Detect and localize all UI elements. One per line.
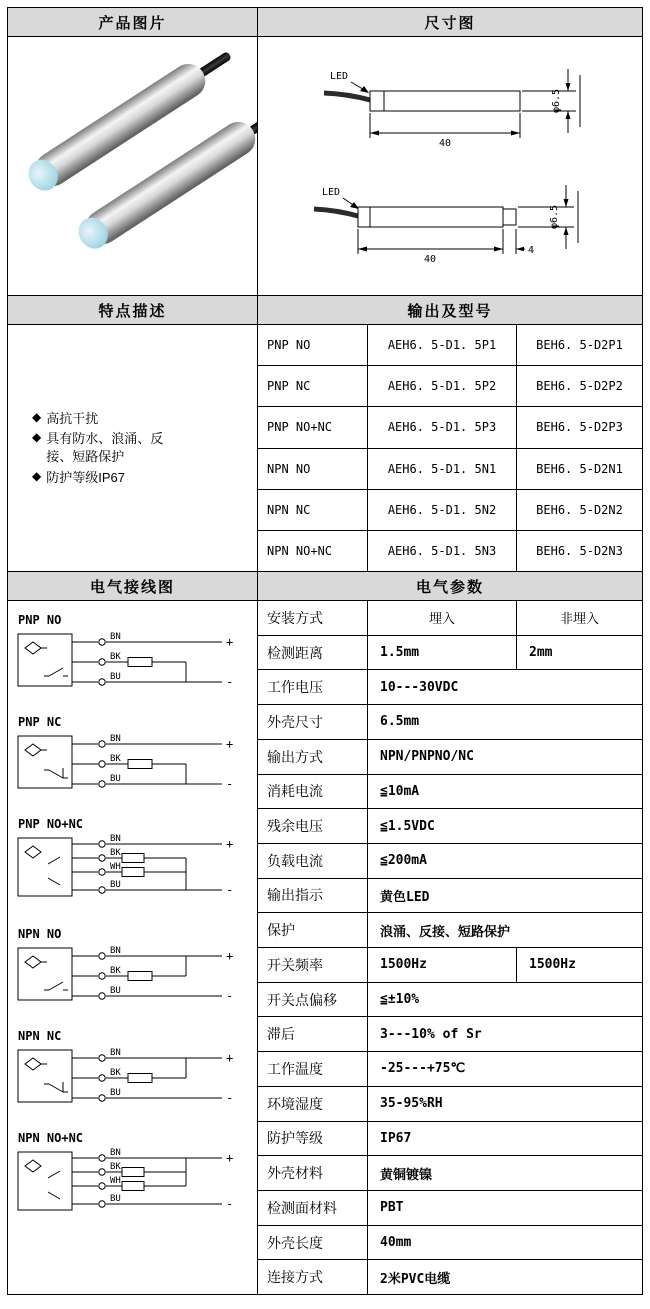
feature-item <box>32 410 257 428</box>
param-value: NPN/PNPNO/NC <box>380 749 474 765</box>
param-label: 工作温度 <box>258 1052 368 1086</box>
param-row <box>258 844 642 879</box>
param-row <box>258 1017 642 1052</box>
dimension-drawing-svg <box>258 37 641 295</box>
param-row <box>258 1122 642 1157</box>
wiring-diagram-svg <box>16 630 254 700</box>
param-label: 残余电压 <box>258 809 368 843</box>
plus-label: + <box>226 837 234 851</box>
length-dim-label: 40 <box>438 138 452 149</box>
wire-label: BK <box>110 1162 121 1172</box>
model-output-type: NPN NC <box>258 490 368 530</box>
param-label: 外壳尺寸 <box>258 705 368 739</box>
model-code-flush: AEH6. 5-D1. 5P1 <box>368 325 517 365</box>
param-value: 40mm <box>380 1235 412 1250</box>
wire-label: WH <box>110 1176 121 1186</box>
wiring-block-pnp-no-nc <box>16 817 257 912</box>
param-label: 工作电压 <box>258 670 368 704</box>
param-row <box>258 1260 642 1294</box>
minus-label: - <box>226 1091 234 1105</box>
minus-label: - <box>226 1197 234 1211</box>
param-label: 检测面材料 <box>258 1191 368 1225</box>
param-row <box>258 879 642 914</box>
diameter-dim-label: φ6.5 <box>549 204 560 230</box>
params-header: 电气参数 <box>258 572 642 600</box>
param-row <box>258 670 642 705</box>
minus-label: - <box>226 989 234 1003</box>
wire-label: BK <box>110 652 121 662</box>
led-label: LED <box>330 71 349 82</box>
model-output-type: NPN NO+NC <box>258 531 368 571</box>
params-table <box>258 601 642 1294</box>
led-label: LED <box>322 187 341 198</box>
models-header: 输出及型号 <box>258 296 642 324</box>
feature-text: 防护等级IP67 <box>46 469 125 485</box>
wiring-block-pnp-no <box>16 613 257 700</box>
wire-label: BN <box>110 946 121 956</box>
wiring-params-row <box>8 601 642 1294</box>
product-image-header: 产品图片 <box>8 8 258 36</box>
param-value: 埋入 <box>368 601 517 635</box>
wiring-title: PNP NO <box>18 613 62 627</box>
wiring-block-npn-nc <box>16 1029 257 1116</box>
param-label: 输出方式 <box>258 740 368 774</box>
param-value: ≦10mA <box>380 783 420 799</box>
param-row <box>258 983 642 1018</box>
param-label: 环境湿度 <box>258 1087 368 1121</box>
wiring-title: PNP NO+NC <box>18 817 84 831</box>
param-label: 输出指示 <box>258 879 368 913</box>
length-dim-label: 40 <box>423 254 437 265</box>
param-label: 防护等级 <box>258 1122 368 1156</box>
wiring-cell <box>8 601 258 1294</box>
param-label: 负载电流 <box>258 844 368 878</box>
param-row <box>258 913 642 948</box>
param-row <box>258 1191 642 1226</box>
model-row <box>258 490 642 531</box>
minus-label: - <box>226 883 234 897</box>
wiring-header: 电气接线图 <box>8 572 258 600</box>
param-row <box>258 740 642 775</box>
param-value: 6.5mm <box>380 714 420 730</box>
wire-label: BN <box>110 1048 121 1058</box>
model-output-type: PNP NO <box>258 325 368 365</box>
param-row <box>258 809 642 844</box>
wire-label: BK <box>110 1068 121 1078</box>
param-label: 安装方式 <box>258 601 368 635</box>
wiring-diagram-svg <box>16 732 254 802</box>
wire-label: BN <box>110 632 121 642</box>
param-label: 外壳长度 <box>258 1226 368 1260</box>
param-row <box>258 1226 642 1261</box>
params-cell <box>258 601 642 1294</box>
tip-dim-label: 4 <box>528 245 535 256</box>
model-code-nonflush: BEH6. 5-D2N2 <box>536 502 623 517</box>
wire-label: BN <box>110 1148 121 1158</box>
wire-label: BU <box>110 1194 121 1204</box>
wiring-block-pnp-nc <box>16 715 257 802</box>
wiring-diagram-svg <box>16 944 254 1014</box>
param-value: 2mm <box>529 645 553 661</box>
param-row <box>258 1052 642 1087</box>
wiring-title: NPN NO+NC <box>18 1131 84 1145</box>
model-row <box>258 449 642 490</box>
dimension-header: 尺寸图 <box>258 8 642 36</box>
param-value: ≦200mA <box>380 853 427 869</box>
datasheet <box>7 7 643 1295</box>
model-output-type: PNP NC <box>258 366 368 406</box>
param-value: ≦1.5VDC <box>380 818 435 834</box>
param-value: 1500Hz <box>368 948 517 982</box>
wire-label: WH <box>110 862 121 872</box>
param-row <box>258 705 642 740</box>
param-value: 10---30VDC <box>380 679 459 695</box>
wire-label: BU <box>110 986 121 996</box>
plus-label: + <box>226 949 234 963</box>
model-code-nonflush: BEH6. 5-D2P3 <box>536 420 623 435</box>
model-code-nonflush: BEH6. 5-D2P2 <box>536 379 623 394</box>
model-row <box>258 325 642 366</box>
model-row <box>258 366 642 407</box>
dimension-drawings <box>258 37 642 295</box>
model-code-flush: AEH6. 5-D1. 5N3 <box>368 531 517 571</box>
features-models-row <box>8 325 642 572</box>
param-label: 开关频率 <box>258 948 368 982</box>
model-code-nonflush: BEH6. 5-D2N3 <box>536 543 623 558</box>
header-row-3 <box>8 572 642 601</box>
wiring-diagram-svg <box>16 1148 254 1226</box>
param-value: 1500Hz <box>529 957 576 973</box>
wire-label: BU <box>110 880 121 890</box>
model-row <box>258 407 642 448</box>
wire-label: BK <box>110 848 121 858</box>
wiring-title: NPN NO <box>18 927 62 941</box>
minus-label: - <box>226 777 234 791</box>
param-value: -25---+75℃ <box>380 1061 466 1077</box>
param-label: 开关点偏移 <box>258 983 368 1017</box>
plus-label: + <box>226 737 234 751</box>
feature-text: 具有防水、浪涌、反接、短路保护 <box>46 431 164 464</box>
param-value: 35-95%RH <box>380 1096 443 1112</box>
wire-label: BU <box>110 774 121 784</box>
param-row <box>258 775 642 810</box>
param-row <box>258 948 642 983</box>
param-value: ≦±10% <box>380 992 420 1008</box>
param-value: 2米PVC电缆 <box>380 1271 451 1287</box>
feature-text: 高抗干扰 <box>46 410 99 426</box>
wiring-block-npn-no-nc <box>16 1131 257 1226</box>
model-code-flush: AEH6. 5-D1. 5N1 <box>368 449 517 489</box>
diameter-dim-label: φ6.5 <box>551 88 562 114</box>
header-row-1 <box>8 8 642 37</box>
wiring-diagram-svg <box>16 834 254 912</box>
param-value: PBT <box>380 1200 404 1216</box>
photo-dimension-row <box>8 37 642 296</box>
wiring-title: PNP NC <box>18 715 62 729</box>
param-row <box>258 601 642 636</box>
wire-label: BU <box>110 1088 121 1098</box>
header-row-2 <box>8 296 642 325</box>
model-code-flush: AEH6. 5-D1. 5P3 <box>368 407 517 447</box>
feature-item <box>32 430 257 465</box>
feature-item <box>32 469 257 487</box>
param-label: 检测距离 <box>258 636 368 670</box>
param-value: 浪涌、反接、短路保护 <box>380 924 511 940</box>
wire-label: BK <box>110 754 121 764</box>
plus-label: + <box>226 1051 234 1065</box>
model-row <box>258 531 642 571</box>
model-output-type: NPN NO <box>258 449 368 489</box>
param-value: 3---10% of Sr <box>380 1026 482 1042</box>
param-row <box>258 636 642 671</box>
param-row <box>258 1156 642 1191</box>
plus-label: + <box>226 635 234 649</box>
features-cell <box>8 325 258 571</box>
features-list <box>8 325 257 571</box>
param-value: 非埋入 <box>559 611 599 627</box>
param-value: IP67 <box>380 1130 412 1146</box>
diamond-bullet-icon: ◆ <box>32 409 42 424</box>
param-label: 保护 <box>258 913 368 947</box>
param-label: 滞后 <box>258 1017 368 1051</box>
model-code-flush: AEH6. 5-D1. 5N2 <box>368 490 517 530</box>
model-output-type: PNP NO+NC <box>258 407 368 447</box>
param-row <box>258 1087 642 1122</box>
wire-label: BN <box>110 734 121 744</box>
param-label: 连接方式 <box>258 1260 368 1294</box>
param-value: 黄铜镀镍 <box>380 1167 433 1183</box>
wire-label: BN <box>110 834 121 844</box>
wire-label: BK <box>110 966 121 976</box>
model-code-nonflush: BEH6. 5-D2N1 <box>536 461 623 476</box>
param-label: 外壳材料 <box>258 1156 368 1190</box>
wire-label: BU <box>110 672 121 682</box>
param-value: 1.5mm <box>368 636 517 670</box>
product-photo <box>8 37 258 295</box>
plus-label: + <box>226 1151 234 1165</box>
diamond-bullet-icon: ◆ <box>32 468 42 483</box>
models-table <box>258 325 642 571</box>
param-value: 黄色LED <box>380 889 430 905</box>
wiring-block-npn-no <box>16 927 257 1014</box>
model-code-nonflush: BEH6. 5-D2P1 <box>536 338 623 353</box>
features-header: 特点描述 <box>8 296 258 324</box>
diamond-bullet-icon: ◆ <box>32 430 42 445</box>
minus-label: - <box>226 675 234 689</box>
param-label: 消耗电流 <box>258 775 368 809</box>
wiring-diagram-svg <box>16 1046 254 1116</box>
models-cell <box>258 325 642 571</box>
wiring-diagrams <box>8 601 257 1226</box>
model-code-flush: AEH6. 5-D1. 5P2 <box>368 366 517 406</box>
wiring-title: NPN NC <box>18 1029 62 1043</box>
